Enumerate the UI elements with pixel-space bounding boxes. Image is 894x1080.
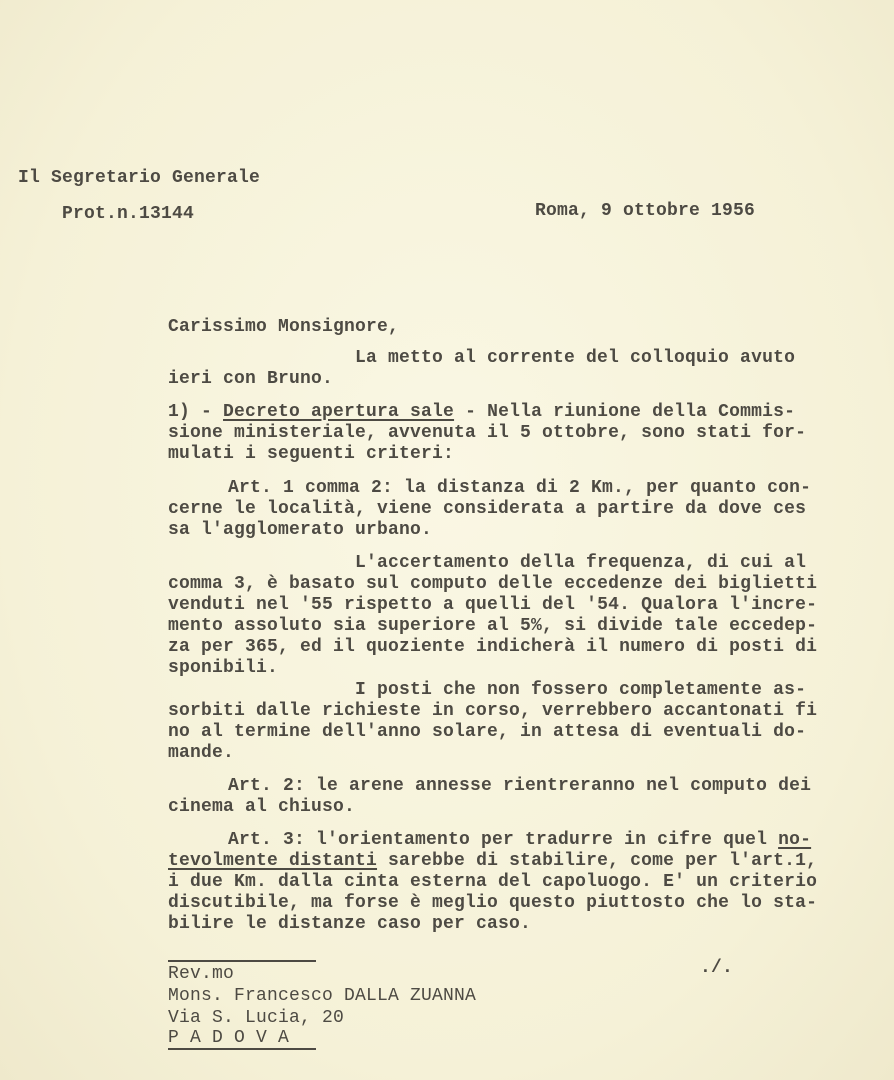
paragraph-line: ieri con Bruno. [168, 369, 334, 389]
paragraph-line: sione ministeriale, avvenuta il 5 ottobre, sono stati for- [168, 423, 807, 443]
paragraph-line [168, 851, 817, 871]
paragraph-line: venduti nel '55 rispetto a quelli del '54. Qualora l'incre- [168, 595, 818, 615]
paragraph-line: za per 365, ed il quoziente indicherà il numero di posti di [168, 637, 818, 657]
text: Art. 3: l'orientamento per tradurre in cifre quel [228, 830, 779, 850]
paragraph-line: Art. 1 comma 2: la distanza di 2 Km., per quanto con- [228, 478, 812, 498]
paragraph-line: i due Km. dalla cinta esterna del capoluogo. E' un criterio [168, 872, 818, 892]
paragraph-line: bilire le distanze caso per caso. [168, 914, 532, 934]
paragraph-line: cinema al chiuso. [168, 797, 356, 817]
paragraph-line: sa l'agglomerato urbano. [168, 520, 433, 540]
paragraph-line: cerne le località, viene considerata a partire da dove ces [168, 499, 807, 519]
paragraph-line: La metto al corrente del colloquio avuto [355, 348, 796, 368]
recipient-title: Rev.mo [168, 964, 235, 984]
place-date: Roma, 9 ottobre 1956 [535, 201, 756, 221]
paragraph-line: Art. 2: le arene annesse rientreranno nel computo dei [228, 776, 812, 796]
paragraph-line: sorbiti dalle richieste in corso, verrebbero accantonati fi [168, 701, 818, 721]
paragraph-line [168, 402, 795, 422]
paragraph-line: discutibile, ma forse è meglio questo piuttosto che lo sta- [168, 893, 818, 913]
sender-office: Il Segretario Generale [18, 168, 261, 188]
paragraph-line [228, 830, 811, 850]
section-title: Decreto apertura sale [223, 402, 455, 422]
paragraph-line: mulati i seguenti criteri: [168, 444, 455, 464]
recipient-street: Via S. Lucia, 20 [168, 1008, 345, 1028]
city-underline [168, 1048, 316, 1050]
underlined-text: no- [778, 830, 812, 850]
continued-mark: ./. [700, 958, 734, 978]
paragraph-line: I posti che non fossero completamente as- [355, 680, 807, 700]
item-number: 1) - [168, 402, 224, 422]
recipient-city: P A D O V A [168, 1028, 290, 1048]
text: sarebbe di stabilire, come per l'art.1, [377, 851, 818, 871]
salutation: Carissimo Monsignore, [168, 317, 400, 337]
paragraph-line: mento assoluto sia superiore al 5%, si divide tale eccedep- [168, 616, 818, 636]
underlined-text: tevolmente distanti [168, 851, 378, 871]
protocol-number: Prot.n.13144 [62, 204, 195, 224]
divider [168, 960, 316, 962]
recipient-name: Mons. Francesco DALLA ZUANNA [168, 986, 477, 1006]
paragraph-line: mande. [168, 743, 235, 763]
paragraph-line: no al termine dell'anno solare, in attesa di eventuali do- [168, 722, 807, 742]
text: - Nella riunione della Commis- [454, 402, 796, 422]
paragraph-line: L'accertamento della frequenza, di cui al [355, 553, 807, 573]
paragraph-line: sponibili. [168, 658, 279, 678]
paragraph-line: comma 3, è basato sul computo delle eccedenze dei biglietti [168, 574, 818, 594]
